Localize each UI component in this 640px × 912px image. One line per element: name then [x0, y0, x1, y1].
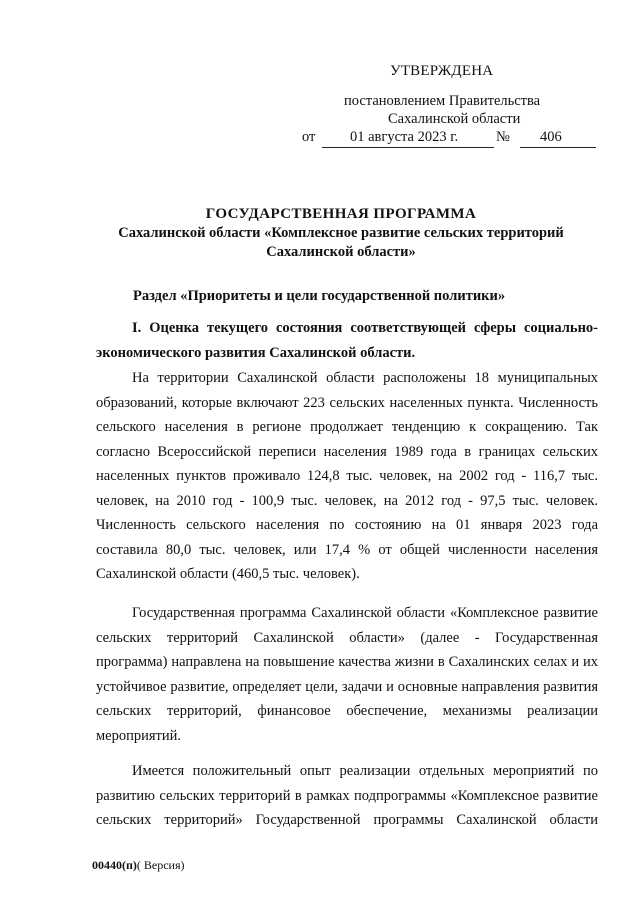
program-title-line-1: ГОСУДАРСТВЕННАЯ ПРОГРАММА	[205, 206, 477, 222]
number-sign: №	[496, 129, 510, 145]
program-title	[60, 205, 622, 262]
paragraph-2-text: Государственная программа Сахалинской области «Комплексное развитие сельских территорий Сахалинской области» (далее - Государственная программа) направлена на повышение качества жизни в Сахалинских селах и их устойчивое развитие, определяет цели, задачи и основные направления развития сельских территорий, финансовое обеспечение, механизмы реализации мероприятий.	[96, 605, 598, 744]
paragraph-2	[96, 601, 598, 748]
approval-line-1: постановлением Правительства	[344, 93, 541, 109]
section-heading: Раздел «Приоритеты и цели государственной политики»	[133, 288, 506, 304]
approval-number: 406	[540, 129, 562, 145]
paragraph-1	[96, 366, 598, 587]
document-code: 00440(п)	[92, 858, 137, 872]
approval-title: УТВЕРЖДЕНА	[390, 63, 494, 79]
paragraph-3-text: Имеется положительный опыт реализации отдельных мероприятий по развитию сельских территорий в рамках подпрограммы «Комплексное развитие сельских территорий» Государственной программы Сахалинской области	[96, 763, 598, 828]
approval-line-2: Сахалинской области	[388, 111, 521, 127]
program-title-line-3: Сахалинской области»	[266, 244, 416, 260]
approval-date: 01 августа 2023 г.	[350, 129, 459, 145]
program-title-line-2: Сахалинской области «Комплексное развитие сельских территорий	[118, 225, 564, 241]
paragraph-3	[96, 759, 598, 833]
paragraph-1-text: На территории Сахалинской области расположены 18 муниципальных образований, которые включают 223 сельских населенных пункта. Численность сельского населения в регионе продолжает тенденцию к сокращению. Так согласно Всероссийской переписи населения 1989 года в границах сельских населенных пунктов проживало 124,8 тыс. человек, на 2002 год - 116,7 тыс. человек, на 2010 год - 100,9 тыс. человек, на 2012 год - 97,5 тыс. человек. Численность сельского населения по состоянию на 01 января 2023 года составила 80,0 тыс. человек, или 17,4 % от общей численности населения Сахалинской области (460,5 тыс. человек).	[96, 370, 598, 582]
document-version: ( Версия)	[136, 858, 185, 872]
document-footer	[92, 858, 185, 873]
subsection-heading-text: I. Оценка текущего состояния соответствующей сферы социально-экономического развития Сахалинской области.	[96, 320, 598, 361]
subsection-heading	[96, 316, 598, 365]
approval-from-label: от	[302, 129, 316, 145]
approval-date-row	[290, 128, 610, 150]
